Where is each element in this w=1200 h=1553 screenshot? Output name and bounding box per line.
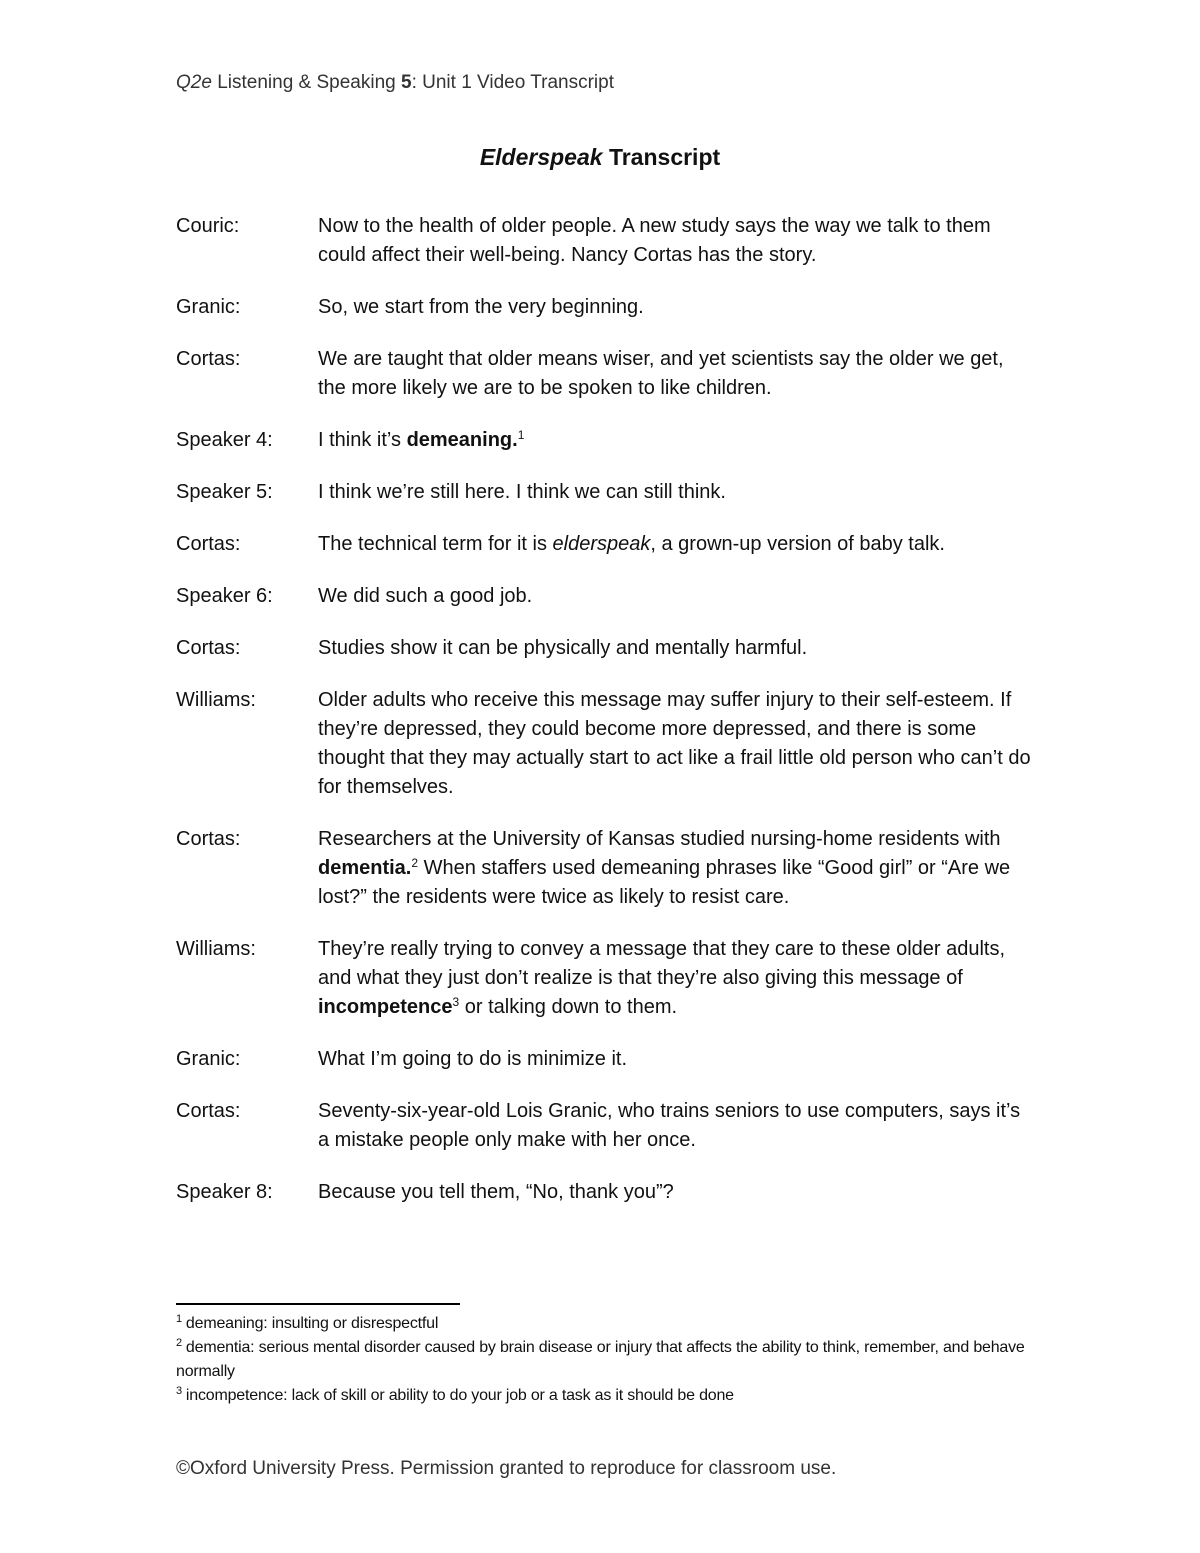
title-rest: Transcript <box>602 144 721 170</box>
speaker-name: Cortas: <box>176 637 241 659</box>
speaker-name: Granic: <box>176 1048 241 1070</box>
speech-segment: The technical term for it is <box>318 533 553 555</box>
transcript-entry <box>176 686 1036 802</box>
header-level: 5 <box>401 72 412 93</box>
footnote-text: demeaning: insulting or disrespectful <box>185 1315 439 1332</box>
transcript-entry <box>176 825 1036 912</box>
speech-segment: I think it’s <box>318 429 407 451</box>
transcript-entry <box>176 1045 1036 1074</box>
speaker-name: Williams: <box>176 689 256 711</box>
footnotes <box>176 1312 1036 1408</box>
footnote-number: 1 <box>176 1313 182 1325</box>
speech-text: What I’m going to do is minimize it. <box>318 1048 627 1070</box>
speech-text: We did such a good job. <box>318 585 533 607</box>
speaker-name: Cortas: <box>176 533 241 555</box>
speech-text <box>318 530 1036 559</box>
footnote-ref: 2 <box>411 856 419 870</box>
speech-segment: , a grown-up version of baby talk. <box>650 533 945 555</box>
transcript-entry <box>176 478 1036 507</box>
speech-text <box>318 935 1036 1022</box>
emphasized-term: elderspeak <box>552 533 651 555</box>
speech-text: Studies show it can be physically and mentally harmful. <box>318 637 808 659</box>
speech-text: Because you tell them, “No, thank you”? <box>318 1181 674 1203</box>
footnote-ref: 1 <box>517 428 525 442</box>
speech-segment: They’re really trying to convey a message that they care to these older adults, and what they just don’t realize is that they’re also giving this message of <box>318 938 1006 989</box>
speech-text: Seventy-six-year-old Lois Granic, who trains seniors to use computers, says it’s a mistake people only make with her once. <box>318 1100 1021 1151</box>
header-series: Q2e <box>176 72 212 93</box>
transcript-entry <box>176 935 1036 1022</box>
title-italic: Elderspeak <box>479 144 603 170</box>
transcript-entry <box>176 426 1036 455</box>
transcript-entry <box>176 634 1036 663</box>
speaker-name: Cortas: <box>176 1100 241 1122</box>
page-header <box>176 72 614 94</box>
footnote-number: 3 <box>176 1385 182 1397</box>
speech-text: We are taught that older means wiser, and yet scientists say the older we get, the more likely we are to be spoken to like children. <box>318 348 1004 399</box>
copyright-notice: ©Oxford University Press. Permission granted to reproduce for classroom use. <box>176 1458 837 1479</box>
footnote-text: dementia: serious mental disorder caused by brain disease or injury that affects the ability to think, remember, and behave normally <box>176 1339 1025 1380</box>
footnote-divider <box>176 1303 460 1305</box>
footnote-number: 2 <box>176 1337 182 1349</box>
vocabulary-term: demeaning. <box>406 429 518 451</box>
transcript-entry <box>176 530 1036 559</box>
speech-text: Older adults who receive this message may suffer injury to their self-esteem. If they’re depressed, they could become more depressed, and there is some thought that they may actually start to act like a frail little old person who can’t do for themselves. <box>318 689 1031 798</box>
speech-text <box>318 426 1036 455</box>
footnote <box>176 1336 1036 1384</box>
speaker-name: Couric: <box>176 215 240 237</box>
footnote <box>176 1312 1036 1336</box>
speech-segment: Researchers at the University of Kansas studied nursing-home residents with <box>318 828 1001 850</box>
speaker-name: Granic: <box>176 296 241 318</box>
vocabulary-term: dementia. <box>318 857 412 879</box>
speaker-name: Speaker 5: <box>176 481 273 503</box>
speaker-name: Speaker 6: <box>176 585 273 607</box>
speech-text: I think we’re still here. I think we can still think. <box>318 481 726 503</box>
transcript-entry <box>176 212 1036 270</box>
transcript-entry <box>176 1097 1036 1155</box>
transcript <box>176 212 1036 1230</box>
speech-segment: When staffers used demeaning phrases like “Good girl” or “Are we lost?” the residents were twice as likely to resist care. <box>318 857 1011 908</box>
speaker-name: Speaker 8: <box>176 1181 273 1203</box>
header-course: Listening & Speaking <box>211 72 401 93</box>
footnote <box>176 1384 1036 1408</box>
speech-text <box>318 825 1036 912</box>
speaker-name: Cortas: <box>176 828 241 850</box>
transcript-entry <box>176 293 1036 322</box>
speaker-name: Williams: <box>176 938 256 960</box>
transcript-entry <box>176 345 1036 403</box>
transcript-entry <box>176 1178 1036 1207</box>
speech-text: So, we start from the very beginning. <box>318 296 644 318</box>
speaker-name: Speaker 4: <box>176 429 273 451</box>
speaker-name: Cortas: <box>176 348 241 370</box>
footnote-ref: 3 <box>452 995 460 1009</box>
document-title <box>0 144 1200 171</box>
vocabulary-term: incompetence <box>318 996 453 1018</box>
footnote-text: incompetence: lack of skill or ability to do your job or a task as it should be done <box>185 1387 734 1404</box>
header-unit: : Unit 1 Video Transcript <box>411 72 614 93</box>
speech-text: Now to the health of older people. A new study says the way we talk to them could affect their well-being. Nancy Cortas has the story. <box>318 215 991 266</box>
transcript-entry <box>176 582 1036 611</box>
speech-segment: or talking down to them. <box>459 996 678 1018</box>
